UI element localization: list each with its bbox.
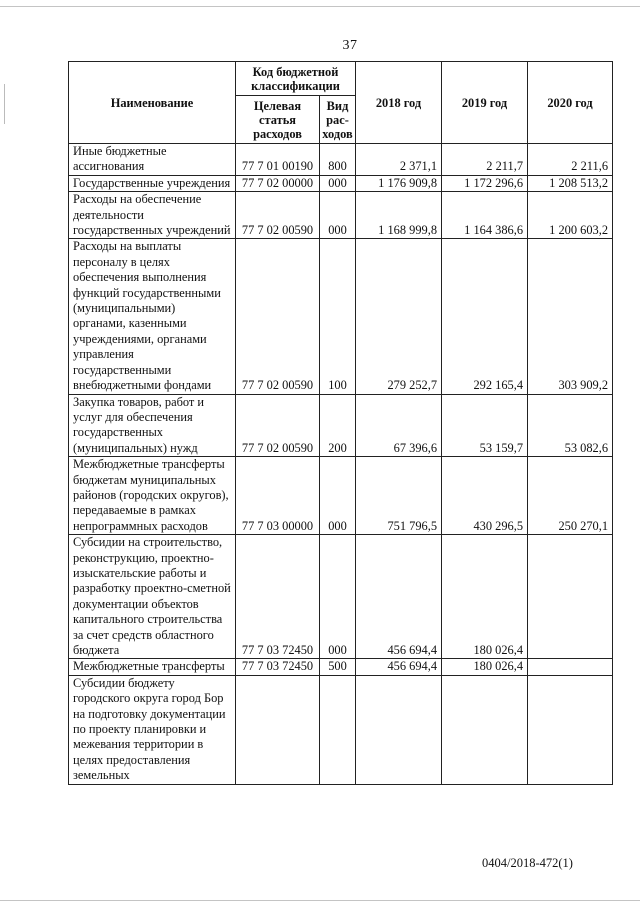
row-code: 77 7 02 00590 [236, 192, 320, 239]
table-row [69, 659, 613, 675]
header-row [69, 62, 613, 96]
row-type: 000 [320, 457, 356, 535]
row-code: 77 7 03 00000 [236, 457, 320, 535]
row-name: Расходы на обеспечение деятельности государственных учреждений [69, 192, 236, 239]
table-row [69, 394, 613, 457]
scan-artifact-top [0, 6, 640, 7]
scan-artifact-bottom [0, 900, 640, 901]
row-code: 77 7 02 00000 [236, 175, 320, 191]
row-code: 77 7 03 72450 [236, 659, 320, 675]
row-name: Межбюджетные трансферты бюджетам муниципальных районов (городских округов), передаваемые в рамках непрограммных расходов [69, 457, 236, 535]
row-type: 100 [320, 239, 356, 394]
header-2018: 2018 год [356, 62, 442, 144]
table-row [69, 239, 613, 394]
row-2019: 430 296,5 [442, 457, 528, 535]
row-2018 [356, 675, 442, 784]
table-row [69, 535, 613, 659]
row-name: Расходы на выплаты персоналу в целях обеспечения выполнения функций государственными (муниципальными) органами, казенными учреждениями, органами управления государственными внебюджетными фондами [69, 239, 236, 394]
document-code: 0404/2018-472(1) [482, 856, 573, 870]
row-2020: 1 200 603,2 [528, 192, 613, 239]
row-2019: 1 164 386,6 [442, 192, 528, 239]
table-row [69, 175, 613, 191]
row-2020 [528, 535, 613, 659]
row-type: 800 [320, 144, 356, 176]
row-name: Межбюджетные трансферты [69, 659, 236, 675]
row-2019: 2 211,7 [442, 144, 528, 176]
header-2020: 2020 год [528, 62, 613, 144]
page-number: 37 [342, 38, 358, 53]
row-type: 500 [320, 659, 356, 675]
row-2020: 303 909,2 [528, 239, 613, 394]
row-2018: 279 252,7 [356, 239, 442, 394]
header-code-group: Код бюджетной классификации [236, 62, 356, 96]
row-2019: 180 026,4 [442, 659, 528, 675]
row-2018: 1 176 909,8 [356, 175, 442, 191]
row-code: 77 7 03 72450 [236, 535, 320, 659]
row-code [236, 675, 320, 784]
row-2018: 1 168 999,8 [356, 192, 442, 239]
row-type: 000 [320, 192, 356, 239]
row-2018: 456 694,4 [356, 659, 442, 675]
budget-table [68, 61, 613, 785]
row-2020: 1 208 513,2 [528, 175, 613, 191]
row-2018: 67 396,6 [356, 394, 442, 457]
row-type: 000 [320, 535, 356, 659]
row-code: 77 7 01 00190 [236, 144, 320, 176]
header-name: Наименование [69, 62, 236, 144]
row-name: Государственные учреждения [69, 175, 236, 191]
row-code: 77 7 02 00590 [236, 394, 320, 457]
row-2020: 53 082,6 [528, 394, 613, 457]
table-row [69, 675, 613, 784]
row-2018: 2 371,1 [356, 144, 442, 176]
row-name: Иные бюджетные ассигнования [69, 144, 236, 176]
row-2020: 2 211,6 [528, 144, 613, 176]
row-2018: 456 694,4 [356, 535, 442, 659]
header-type: Вид рас- ходов [320, 96, 356, 144]
header-2019: 2019 год [442, 62, 528, 144]
row-2018: 751 796,5 [356, 457, 442, 535]
table-row [69, 144, 613, 176]
row-name: Субсидии бюджету городского округа город Бор на подготовку документации по проекту планировки и межевания территории в целях предоставления земельных [69, 675, 236, 784]
scan-artifact-left [4, 84, 5, 124]
row-2019 [442, 675, 528, 784]
row-name: Субсидии на строительство, реконструкцию, проектно-изыскательские работы и разработку проектно-сметной документации объектов капитального строительства за счет средств областного бюджета [69, 535, 236, 659]
row-2020: 250 270,1 [528, 457, 613, 535]
row-2019: 292 165,4 [442, 239, 528, 394]
table-row [69, 192, 613, 239]
row-type: 200 [320, 394, 356, 457]
row-2019: 53 159,7 [442, 394, 528, 457]
row-2020 [528, 659, 613, 675]
row-2019: 180 026,4 [442, 535, 528, 659]
row-type: 000 [320, 175, 356, 191]
row-name: Закупка товаров, работ и услуг для обеспечения государственных (муниципальных) нужд [69, 394, 236, 457]
row-code: 77 7 02 00590 [236, 239, 320, 394]
table-row [69, 457, 613, 535]
row-type [320, 675, 356, 784]
row-2020 [528, 675, 613, 784]
row-2019: 1 172 296,6 [442, 175, 528, 191]
header-target: Целевая статья расходов [236, 96, 320, 144]
